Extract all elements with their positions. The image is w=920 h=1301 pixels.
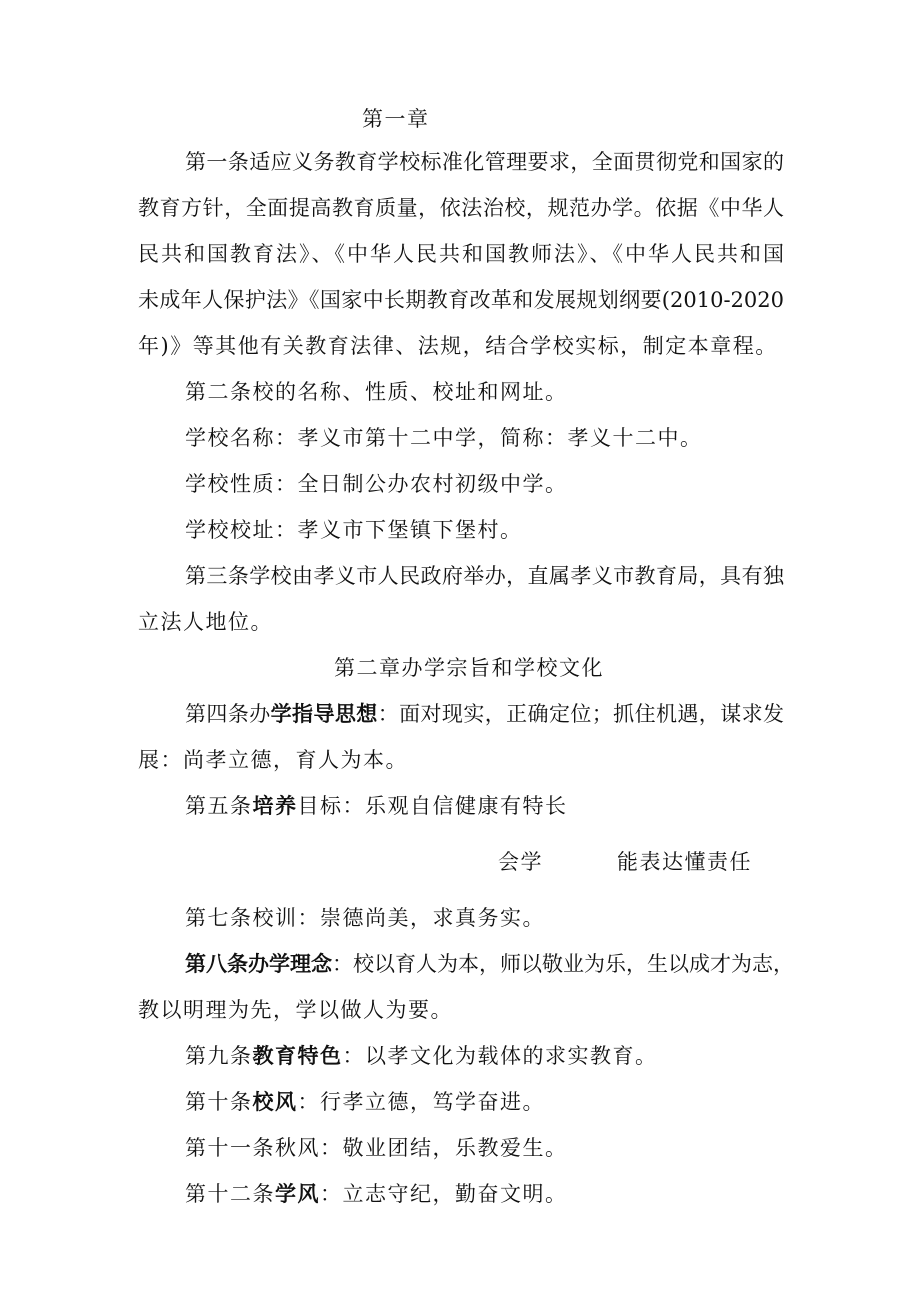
article-10 — [185, 1088, 545, 1116]
article-10-rest: ：行孝立德，笃学奋进。 — [297, 1090, 545, 1114]
fragment-b: 能表达懂责任 — [617, 850, 752, 874]
chapter-2-title: 第二章办学宗旨和学校文化 — [334, 656, 604, 680]
article-12-prefix: 第十二条 — [185, 1182, 275, 1206]
article-3-line-2: 立法人地位。 — [138, 610, 273, 634]
article-4-line-1 — [185, 700, 784, 728]
article-7: 第七条校训：崇德尚美，求真务实。 — [185, 906, 545, 930]
article-1-line-2: 教育方针，全面提高教育质量，依法治校，规范办学。依据《中华人 — [138, 196, 784, 220]
article-1-line-4: 未成年人保护法》《国家中长期教育改革和发展规划纲要(2010-2020 — [138, 288, 784, 312]
article-4-prefix: 第四条办 — [185, 702, 271, 726]
school-nature: 学校性质：全日制公办农村初级中学。 — [185, 472, 568, 496]
article-1-line-3: 民共和国教育法》、《中华人民共和国教师法》、《中华人民共和国 — [138, 242, 784, 266]
article-11: 第十一条秋风：敬业团结，乐教爱生。 — [185, 1136, 568, 1160]
article-4-line-2: 展：尚孝立德，育人为本。 — [138, 748, 408, 772]
article-4-bold: 学指导思想 — [270, 701, 378, 726]
article-5-rest: 目标：乐观自信健康有特长 — [297, 794, 568, 818]
article-8-line-2: 教以明理为先，学以做人为要。 — [138, 998, 453, 1022]
article-9-prefix: 第九条 — [185, 1044, 253, 1068]
article-5-bold: 培养 — [252, 793, 298, 818]
article-5-prefix: 第五条 — [185, 794, 253, 818]
article-1-line-1: 第一条适应义务教育学校标准化管理要求，全面贯彻党和国家的 — [185, 150, 784, 174]
article-1-line-5: 年)》等其他有关教育法律、法规，结合学校实标，制定本章程。 — [138, 334, 778, 358]
article-9-bold: 教育特色 — [252, 1043, 343, 1068]
article-8-bold: 第八条办学理念 — [185, 951, 332, 976]
article-3-line-1: 第三条学校由孝义市人民政府举办，直属孝义市教育局，具有独 — [185, 564, 784, 588]
article-8-line-1 — [185, 950, 794, 978]
article-10-prefix: 第十条 — [185, 1090, 253, 1114]
chapter-1-title: 第一章 — [362, 107, 430, 131]
article-12 — [185, 1180, 568, 1208]
article-9 — [185, 1042, 658, 1070]
school-address: 学校校址：孝义市下堡镇下堡村。 — [185, 518, 523, 542]
school-name: 学校名称：孝义市第十二中学，简称：孝义十二中。 — [185, 426, 703, 450]
fragment-a: 会学 — [498, 850, 543, 874]
article-12-rest: ：立志守纪，勤奋文明。 — [320, 1182, 568, 1206]
article-5 — [185, 792, 568, 820]
article-8-rest: ：校以育人为本，师以敬业为乐，生以成才为志， — [332, 952, 794, 976]
article-4-rest: ：面对现实，正确定位；抓住机遇，谋求发 — [377, 702, 785, 726]
article-10-bold: 校风 — [252, 1089, 298, 1114]
article-2: 第二条校的名称、性质、校址和网址。 — [185, 380, 568, 404]
article-12-bold: 学风 — [275, 1181, 320, 1206]
article-9-rest: ：以孝文化为载体的求实教育。 — [342, 1044, 658, 1068]
